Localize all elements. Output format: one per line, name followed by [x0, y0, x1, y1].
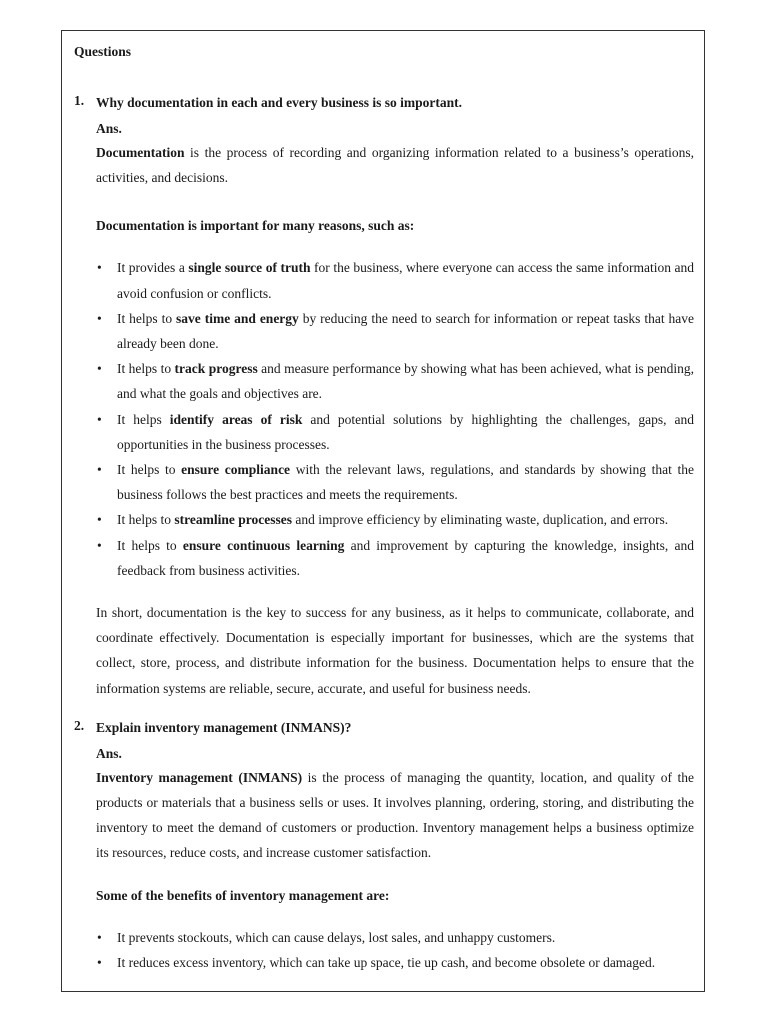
- list-item: • It helps to streamline processes and improve efficiency by eliminating waste, duplication, and errors.: [96, 507, 694, 532]
- bullet-icon: •: [97, 361, 102, 377]
- list-item: • It helps identify areas of risk and potential solutions by highlighting the challenges, gaps, and opportunities in the business processes.: [96, 407, 694, 457]
- bullet-icon: •: [97, 462, 102, 478]
- question-1-intro: [96, 140, 694, 190]
- document-body: [74, 42, 694, 975]
- question-2-term: Inventory management (INMANS): [96, 769, 303, 785]
- list-item: • It helps to ensure continuous learning and improvement by capturing the knowledge, insights, and feedback from business activities.: [96, 533, 694, 583]
- list-item: • It reduces excess inventory, which can take up space, tie up cash, and become obsolete or damaged.: [96, 950, 694, 975]
- bullet-icon: •: [97, 512, 102, 528]
- question-2-subheading: Some of the benefits of inventory management are:: [96, 887, 390, 903]
- bullet-icon: •: [97, 260, 102, 276]
- question-2-intro-text: is the process of managing the quantity, location, and quality of the products or materials that a business sells or uses. It involves planning, ordering, storing, and distributing the inventory to meet the demand of customers or production. Inventory management helps a business optimize its resources, reduce costs, and increase customer satisfaction.: [96, 769, 694, 861]
- question-1-summary: In short, documentation is the key to success for any business, as it helps to communicate, collaborate, and coordinate effectively. Documentation is especially important for businesses, which are the systems that collect, store, process, and distribute information for the business. Documentation helps to ensure that the information systems are reliable, secure, accurate, and useful for business needs.: [96, 605, 694, 696]
- question-1-ans-label: Ans.: [96, 121, 122, 136]
- question-1-subheading: Documentation is important for many reasons, such as:: [96, 218, 415, 234]
- question-1-term: Documentation: [96, 145, 185, 160]
- question-2-ans-label: Ans.: [96, 745, 122, 761]
- question-1-number: 1.: [74, 93, 85, 108]
- bullet-icon: •: [97, 954, 102, 970]
- question-2-bullet-list: [96, 925, 694, 975]
- question-1: [74, 93, 694, 701]
- bullet-icon: •: [97, 310, 102, 326]
- bullet-icon: •: [97, 929, 102, 945]
- question-1-intro-text: is the process of recording and organizing information related to a business’s operations, activities, and decisions.: [96, 145, 694, 186]
- question-2: [74, 718, 694, 975]
- question-2-number: 2.: [74, 717, 85, 733]
- list-item: • It helps to save time and energy by reducing the need to search for information or repeat tasks that have already been done.: [96, 306, 694, 356]
- bullet-icon: •: [97, 411, 102, 427]
- page-title: Questions: [74, 44, 132, 59]
- list-item: • It helps to track progress and measure performance by showing what has been achieved, what is pending, and what the goals and objectives are.: [96, 356, 694, 406]
- bullet-icon: •: [97, 537, 102, 553]
- question-1-title: Why documentation in each and every business is so important.: [96, 95, 463, 110]
- question-2-intro: [96, 765, 694, 866]
- question-1-bullet-list: [96, 255, 694, 583]
- question-2-title: Explain inventory management (INMANS)?: [96, 719, 352, 735]
- list-item: • It prevents stockouts, which can cause delays, lost sales, and unhappy customers.: [96, 925, 694, 950]
- list-item: • It provides a single source of truth for the business, where everyone can access the same information and avoid confusion or conflicts.: [96, 255, 694, 305]
- list-item: • It helps to ensure compliance with the relevant laws, regulations, and standards by showing that the business follows the best practices and meets the requirements.: [96, 457, 694, 507]
